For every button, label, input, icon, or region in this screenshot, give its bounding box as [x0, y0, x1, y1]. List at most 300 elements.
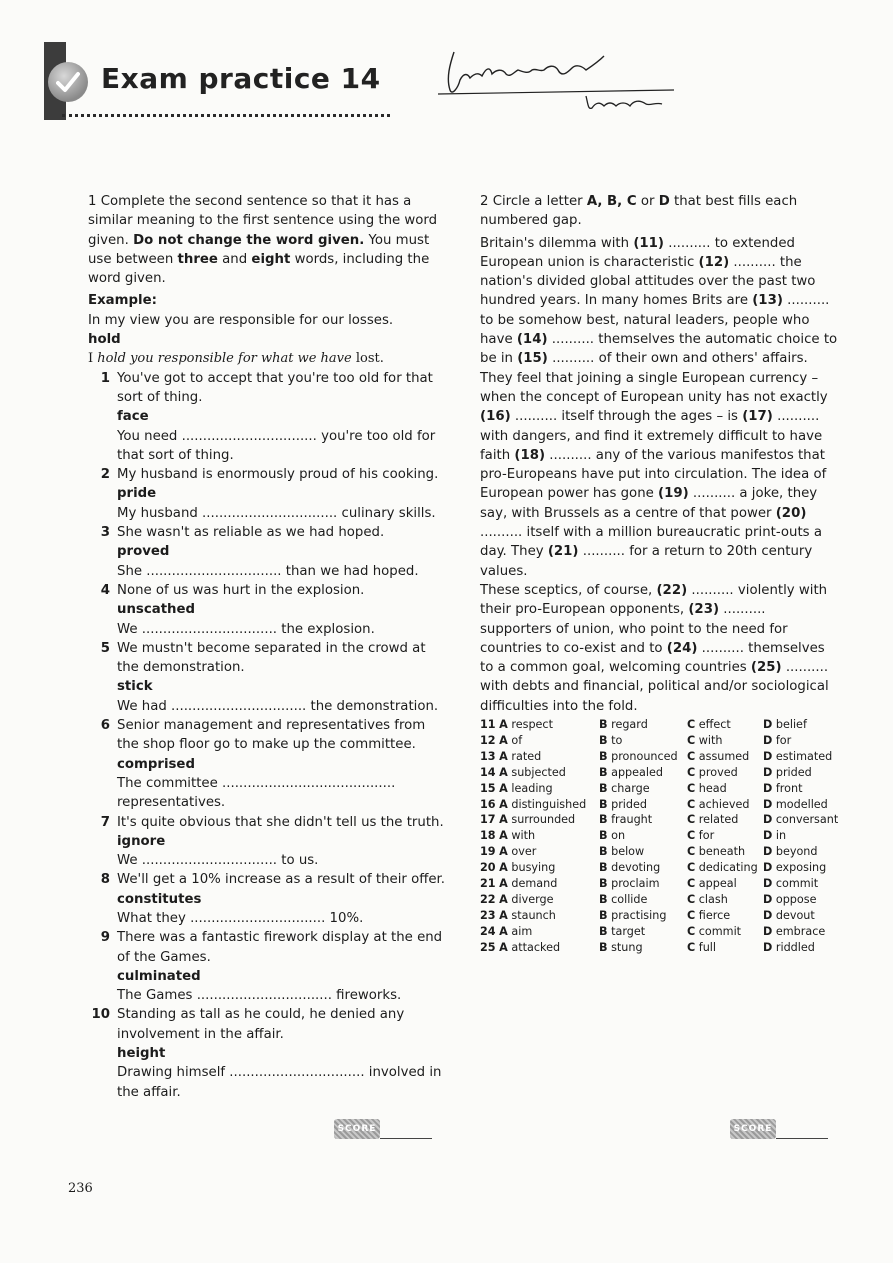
header-dotted-rule — [62, 114, 390, 117]
option-number: 24 — [480, 924, 496, 938]
option-c[interactable] — [687, 812, 763, 828]
option-letter: C — [687, 908, 696, 922]
option-letter: B — [599, 733, 608, 747]
option-word: achieved — [698, 797, 750, 811]
option-a[interactable] — [480, 940, 599, 956]
question-number: 10 — [91, 1007, 110, 1023]
gap-number: (24) — [666, 640, 698, 656]
score-line — [380, 1138, 432, 1139]
option-letter: C — [687, 845, 696, 859]
option-letter: A — [499, 797, 508, 811]
option-letter: D — [763, 892, 773, 906]
option-word: respect — [511, 718, 553, 731]
option-a[interactable] — [480, 860, 599, 876]
gap-number: (19) — [658, 486, 689, 502]
passage-text: .......... themselves to a common goal, welcoming countries — [480, 640, 825, 676]
passage-text: .......... to extended European union is characteristic — [480, 235, 795, 270]
option-c[interactable] — [687, 749, 763, 765]
exercise-2 — [480, 192, 840, 716]
option-b[interactable] — [599, 797, 687, 813]
question-item — [88, 1005, 448, 1101]
gap-number: (15) — [517, 351, 548, 367]
option-letter: C — [687, 718, 696, 731]
option-b[interactable] — [599, 812, 687, 828]
option-row — [480, 876, 840, 892]
gap-number: (23) — [688, 602, 720, 618]
option-letter: B — [599, 908, 608, 922]
exercise-2-instructions: 2 Circle a letter A, B, C or D that best fills each numbered gap. — [480, 194, 798, 229]
option-c[interactable] — [687, 797, 763, 813]
option-word: diverge — [511, 892, 554, 906]
handwritten-annotation — [436, 44, 676, 116]
option-word: charge — [611, 781, 650, 795]
option-word: aim — [511, 924, 533, 938]
option-row — [480, 781, 840, 797]
option-letter: A — [499, 877, 508, 891]
option-word: regard — [611, 718, 648, 731]
option-row — [480, 908, 840, 924]
option-word: pronounced — [611, 749, 678, 763]
option-d[interactable] — [763, 749, 840, 765]
option-letter: B — [599, 829, 608, 843]
question-completion: You need ................................ you're too old for that sort of thing. — [117, 428, 436, 463]
option-b[interactable] — [599, 924, 687, 940]
option-letter: A — [499, 845, 508, 859]
option-word: appealed — [611, 765, 663, 779]
passage-text: .......... for a return to 20th century values. — [480, 544, 813, 579]
option-number: 23 — [480, 908, 496, 922]
option-letter: B — [599, 924, 608, 938]
option-d[interactable] — [763, 860, 840, 876]
passage-text: .......... supporters of union, who point to the need for countries to co-exist and to — [480, 602, 788, 656]
option-letter: D — [763, 924, 773, 938]
option-letter: B — [599, 892, 608, 906]
option-row — [480, 797, 840, 813]
option-d[interactable] — [763, 717, 840, 733]
gap-number: (18) — [514, 447, 546, 463]
option-c[interactable] — [687, 892, 763, 908]
question-keyword: culminated — [117, 968, 201, 984]
question-completion: We had ................................ the demonstration. — [117, 698, 439, 714]
option-letter: A — [499, 924, 508, 938]
option-c[interactable] — [687, 940, 763, 956]
option-b[interactable] — [599, 860, 687, 876]
question-keyword: proved — [117, 544, 170, 560]
option-a[interactable] — [480, 717, 599, 733]
option-a[interactable] — [480, 892, 599, 908]
option-word: below — [611, 845, 645, 859]
option-b[interactable] — [599, 749, 687, 765]
question-item — [88, 369, 448, 465]
option-b[interactable] — [599, 717, 687, 733]
option-word: busying — [511, 861, 556, 875]
option-word: collide — [611, 892, 648, 906]
option-letter: C — [687, 749, 696, 763]
option-word: belief — [775, 718, 807, 731]
score-label: SCORE — [334, 1119, 380, 1139]
question-number: 4 — [100, 582, 110, 598]
option-number: 22 — [480, 892, 496, 906]
option-b[interactable] — [599, 844, 687, 860]
option-row — [480, 733, 840, 749]
option-d[interactable] — [763, 892, 840, 908]
option-word: oppose — [775, 892, 817, 906]
option-word: related — [698, 813, 739, 827]
gap-number: (16) — [480, 409, 511, 425]
option-word: with — [511, 829, 536, 843]
option-a[interactable] — [480, 908, 599, 924]
option-word: clash — [698, 892, 728, 906]
option-a[interactable] — [480, 924, 599, 940]
passage-text: .......... a joke, they say, with Brussels as a centre of that power — [480, 486, 818, 521]
option-letter: A — [499, 813, 508, 827]
option-letter: D — [763, 797, 773, 811]
option-word: subjected — [511, 765, 566, 779]
question-sentence: It's quite obvious that she didn't tell us the truth. — [117, 814, 444, 830]
question-number: 9 — [100, 930, 110, 946]
passage-text: .......... of their own and others' affairs. They feel that joining a single European currency – when the concept of European unity has not exactly — [480, 351, 828, 405]
option-letter: C — [687, 813, 696, 827]
option-letter: B — [599, 813, 608, 827]
option-letter: D — [763, 733, 773, 747]
question-item — [88, 639, 448, 716]
option-row — [480, 765, 840, 781]
option-word: for — [698, 829, 715, 843]
question-sentence: Senior management and representatives from the shop floor go to make up the committee. — [117, 718, 426, 753]
option-number: 14 — [480, 765, 496, 779]
option-c[interactable] — [687, 781, 763, 797]
option-word: over — [511, 845, 537, 859]
option-letter: A — [499, 718, 508, 731]
option-word: proved — [698, 765, 738, 779]
option-d[interactable] — [763, 828, 840, 844]
option-row — [480, 749, 840, 765]
option-letter: A — [499, 861, 508, 875]
option-word: surrounded — [511, 813, 576, 827]
question-item — [88, 813, 448, 871]
passage-text: .......... the nation's divided global attitudes over the past two hundred years. In many homes Brits are — [480, 254, 816, 309]
cloze-paragraph-1 — [480, 234, 840, 581]
option-letter: C — [687, 781, 696, 795]
option-d[interactable] — [763, 844, 840, 860]
option-letter: B — [599, 845, 608, 859]
option-word: devoting — [611, 861, 661, 875]
option-d[interactable] — [763, 908, 840, 924]
option-a[interactable] — [480, 812, 599, 828]
option-letter: D — [763, 749, 773, 763]
option-letter: A — [499, 829, 508, 843]
option-c[interactable] — [687, 844, 763, 860]
example-answer: I hold you responsible for what we have lost. — [88, 351, 384, 367]
option-letter: B — [599, 718, 608, 731]
option-word: assumed — [698, 749, 750, 763]
option-a[interactable] — [480, 828, 599, 844]
option-b[interactable] — [599, 908, 687, 924]
question-sentence: She wasn't as reliable as we had hoped. — [117, 525, 385, 541]
question-completion: My husband ................................ culinary skills. — [117, 505, 436, 521]
option-letter: A — [499, 733, 508, 747]
option-word: dedicating — [698, 861, 758, 875]
option-a[interactable] — [480, 797, 599, 813]
option-b[interactable] — [599, 876, 687, 892]
option-row — [480, 892, 840, 908]
option-number: 21 — [480, 877, 496, 891]
option-word: effect — [698, 718, 731, 731]
option-d[interactable] — [763, 797, 840, 813]
option-word: distinguished — [511, 797, 587, 811]
option-c[interactable] — [687, 924, 763, 940]
option-word: exposing — [775, 861, 827, 875]
option-word: modelled — [775, 797, 828, 811]
option-letter: B — [599, 861, 608, 875]
example-keyword: hold — [88, 332, 121, 348]
option-letter: D — [763, 940, 773, 954]
question-sentence: There was a fantastic firework display at the end of the Games. — [117, 930, 443, 965]
option-letter: C — [687, 892, 696, 906]
option-word: attacked — [511, 940, 561, 954]
option-word: rated — [511, 749, 542, 763]
question-sentence: None of us was hurt in the explosion. — [117, 582, 365, 598]
option-letter: D — [763, 908, 773, 922]
example-label: Example: — [88, 293, 157, 309]
question-keyword: ignore — [117, 833, 166, 849]
option-number: 11 — [480, 718, 496, 731]
option-c[interactable] — [687, 876, 763, 892]
question-item — [88, 716, 448, 812]
option-number: 20 — [480, 861, 496, 875]
question-item — [88, 928, 448, 1005]
option-letter: D — [763, 781, 773, 795]
option-word: fierce — [698, 908, 731, 922]
option-b[interactable] — [599, 940, 687, 956]
option-word: target — [611, 924, 646, 938]
gap-number: (13) — [752, 293, 783, 309]
option-d[interactable] — [763, 924, 840, 940]
options-table — [480, 717, 840, 956]
option-word: with — [698, 733, 723, 747]
option-d[interactable] — [763, 781, 840, 797]
option-word: fraught — [611, 813, 653, 827]
option-word: appeal — [698, 877, 737, 891]
page-title: Exam practice 14 — [101, 62, 381, 95]
question-number: 7 — [100, 814, 110, 830]
option-word: conversant — [775, 813, 839, 827]
option-letter: D — [763, 877, 773, 891]
passage-text: .......... itself through the ages – is — [510, 409, 743, 425]
gap-number: (21) — [547, 544, 579, 560]
gap-number: (14) — [516, 332, 548, 348]
option-word: front — [775, 781, 803, 795]
option-letter: C — [687, 765, 696, 779]
option-word: commit — [698, 924, 742, 938]
option-word: estimated — [775, 749, 833, 763]
option-letter: D — [763, 813, 773, 827]
question-item — [88, 581, 448, 639]
option-row — [480, 828, 840, 844]
question-item — [88, 465, 448, 523]
option-d[interactable] — [763, 765, 840, 781]
question-keyword: comprised — [117, 756, 195, 772]
option-word: demand — [511, 877, 558, 891]
option-a[interactable] — [480, 844, 599, 860]
question-number: 2 — [100, 467, 110, 483]
question-completion: The committee ......................................... representatives. — [117, 775, 396, 811]
option-letter: C — [687, 877, 696, 891]
option-b[interactable] — [599, 781, 687, 797]
option-word: full — [698, 940, 717, 954]
option-letter: B — [599, 877, 608, 891]
option-word: beneath — [698, 845, 746, 859]
option-b[interactable] — [599, 765, 687, 781]
option-row — [480, 860, 840, 876]
score-label: SCORE — [730, 1119, 776, 1139]
question-item — [88, 523, 448, 581]
passage-text: These sceptics, of course, — [480, 582, 657, 598]
option-word: staunch — [511, 908, 556, 922]
question-sentence: You've got to accept that you're too old for that sort of thing. — [117, 370, 433, 405]
option-d[interactable] — [763, 876, 840, 892]
option-word: head — [698, 781, 727, 795]
option-number: 15 — [480, 781, 496, 795]
option-letter: D — [763, 829, 773, 843]
option-letter: A — [499, 781, 508, 795]
option-letter: A — [499, 765, 508, 779]
passage-text: .......... to be somehow best, natural leaders, people who have — [480, 293, 830, 348]
option-letter: C — [687, 861, 696, 875]
checkmark-icon — [48, 62, 88, 102]
option-letter: A — [499, 940, 508, 954]
option-number: 12 — [480, 733, 496, 747]
option-c[interactable] — [687, 717, 763, 733]
question-keyword: unscathed — [117, 602, 196, 618]
gap-number: (25) — [750, 660, 782, 676]
option-letter: D — [763, 765, 773, 779]
question-completion: The Games ................................ fireworks. — [117, 988, 402, 1004]
question-number: 6 — [100, 718, 110, 734]
option-word: to — [611, 733, 623, 747]
option-word: practising — [611, 908, 667, 922]
score-line — [776, 1138, 828, 1139]
option-word: beyond — [775, 845, 818, 859]
option-b[interactable] — [599, 733, 687, 749]
option-number: 16 — [480, 797, 496, 811]
question-list — [88, 369, 448, 1102]
question-number: 3 — [100, 525, 110, 541]
option-d[interactable] — [763, 812, 840, 828]
passage-text: .......... themselves the automatic choice to be in — [480, 332, 838, 367]
option-c[interactable] — [687, 765, 763, 781]
option-letter: B — [599, 797, 608, 811]
option-word: leading — [511, 781, 553, 795]
question-sentence: My husband is enormously proud of his cooking. — [117, 467, 439, 483]
option-a[interactable] — [480, 781, 599, 797]
option-number: 18 — [480, 829, 496, 843]
question-keyword: stick — [117, 679, 153, 695]
option-letter: C — [687, 733, 696, 747]
option-c[interactable] — [687, 733, 763, 749]
option-d[interactable] — [763, 940, 840, 956]
question-sentence: Standing as tall as he could, he denied any involvement in the affair. — [117, 1007, 405, 1042]
option-word: proclaim — [611, 877, 660, 891]
option-letter: A — [499, 892, 508, 906]
option-row — [480, 844, 840, 860]
option-letter: A — [499, 908, 508, 922]
option-word: in — [775, 829, 787, 843]
option-number: 25 — [480, 940, 496, 954]
option-letter: B — [599, 765, 608, 779]
question-item — [88, 870, 448, 928]
option-row — [480, 924, 840, 940]
option-word: prided — [775, 765, 812, 779]
example-sentence: In my view you are responsible for our losses. — [88, 312, 394, 328]
passage-text: .......... any of the various manifestos that pro-Europeans have put into circulation. The idea of European power has gone — [480, 447, 827, 502]
cloze-paragraph-2 — [480, 581, 840, 716]
question-keyword: pride — [117, 486, 157, 502]
exercise-1 — [88, 192, 448, 1102]
option-a[interactable] — [480, 876, 599, 892]
option-c[interactable] — [687, 860, 763, 876]
option-number: 13 — [480, 749, 496, 763]
option-letter: C — [687, 829, 696, 843]
option-word: embrace — [775, 924, 826, 938]
option-word: of — [511, 733, 523, 747]
option-letter: B — [599, 749, 608, 763]
option-word: devout — [775, 908, 815, 922]
option-b[interactable] — [599, 892, 687, 908]
gap-number: (12) — [698, 254, 730, 270]
passage-text: .......... with dangers, and find it extremely difficult to have faith — [480, 409, 823, 463]
option-letter: D — [763, 845, 773, 859]
option-a[interactable] — [480, 733, 599, 749]
question-number: 1 — [100, 370, 110, 386]
passage-text: .......... itself with a million bureaucratic print-outs a day. They — [480, 525, 822, 560]
option-number: 17 — [480, 813, 496, 827]
option-letter: B — [599, 781, 608, 795]
option-a[interactable] — [480, 749, 599, 765]
option-word: commit — [775, 877, 819, 891]
question-completion: What they ................................ 10%. — [117, 910, 364, 926]
gap-number: (22) — [656, 582, 688, 598]
question-completion: She ................................ than we had hoped. — [117, 563, 419, 579]
passage-text: .......... with debts and financial, political and/or sociological difficulties into the fold. — [480, 660, 829, 714]
exercise-1-instructions: 1 Complete the second sentence so that it has a similar meaning to the first sentence using the word given. Do not change the word given. You must use between three and eight words, including the word given. — [88, 194, 438, 287]
option-d[interactable] — [763, 733, 840, 749]
option-row — [480, 717, 840, 733]
gap-number: (11) — [633, 235, 664, 251]
option-row — [480, 940, 840, 956]
question-keyword: height — [117, 1046, 166, 1062]
option-letter: D — [763, 861, 773, 875]
option-letter: C — [687, 797, 696, 811]
question-sentence: We'll get a 10% increase as a result of their offer. — [117, 872, 446, 888]
option-c[interactable] — [687, 908, 763, 924]
page-number: 236 — [68, 1181, 93, 1196]
question-number: 5 — [100, 640, 110, 656]
option-word: riddled — [775, 940, 815, 954]
option-letter: A — [499, 749, 508, 763]
option-b[interactable] — [599, 828, 687, 844]
question-completion: Drawing himself ................................ involved in the affair. — [117, 1065, 442, 1100]
option-letter: D — [763, 718, 773, 731]
option-letter: C — [687, 924, 696, 938]
option-word: prided — [611, 797, 647, 811]
option-c[interactable] — [687, 828, 763, 844]
option-a[interactable] — [480, 765, 599, 781]
option-letter: C — [687, 940, 696, 954]
question-keyword: face — [117, 409, 149, 425]
passage-text: Britain's dilemma with — [480, 235, 634, 251]
passage-text: .......... violently with their pro-European opponents, — [480, 582, 828, 618]
